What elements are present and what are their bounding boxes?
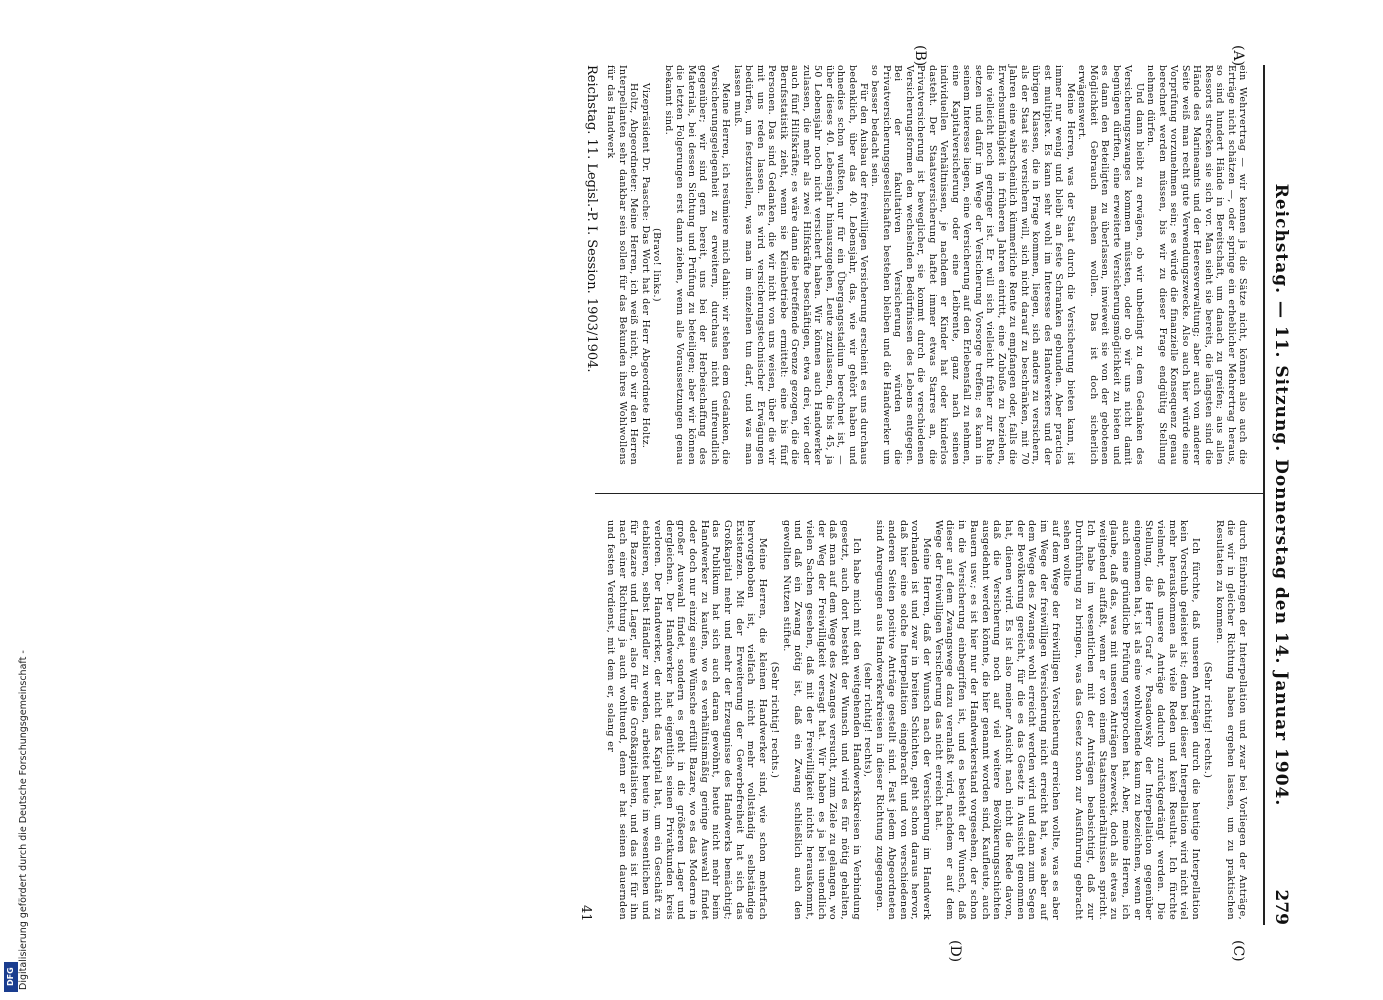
margin-marker-b: (B) [912,45,928,67]
left-column [605,65,1248,465]
paragraph: Meine Herren, die kleinen Handwerker sind, wie schon mehrfach hervorgehoben ist, vielfach nicht mehr vollständig selbständige Existenzen. Mit der Erweiterung der Gewerbefreiheit hat sich das Großkapital mehr und mehr der Erzeugnisse des Handwerks bemächtigt; das Publikum hat sich auch daran gewöhnt, heute nicht mehr beim Handwerker zu kaufen, wo es verhältnismäßig geringe Auswahl findet oder doch nur einzig seine Wünsche erfüllt Bazare, wo es das Moderne in großer Auswahl findet, sondern es geht in die größeren Lager und dergleichen. Der Handwerker hat eigentlich seinen Privatkunden kreis verloren. Der Handwerker, der nicht das Kapital hat, um ein Geschäft zu etablieren, selbst Händler zu werden, arbeitet heute im wesentlichen und für Bazare und Lager, also für die Großkapitalisten, und das ist für ihn nach einer Richtung ja auch wohltuend, denn er hat seinen dauernden und festen Verdienst, mit dem er, solang er [605,520,769,920]
paragraph: Meine Herren, was der Staat durch die Versicherung bieten kann, ist immer nur wenig und bleibt an feste Schranken gebunden. Aber practica est multiplex. Es kann sehr wohl im Interesse des Handwerkers und der übrigen Klassen, die in Frage kommen, liegen, sich anders zu versichern, als der Staat sie versichern will, sich nicht darauf zu beschränken, mit 70 Jahren eine wahrscheinlich kümmerliche Rente zu empfangen oder, falls die Erwerbsunfähigkeit in früheren Jahren eintritt, eine Zubuße zu beziehen, die vielleicht noch geringer ist. Er will sich vielleicht früher zur Ruhe setzen und dafür im Wege der Versicherung Vorsorge treffen; es kann in seinem Interesse liegen, eine Versicherung auf den Erlebensfall zu nehmen, eine Kapitalversicherung oder eine Leibrente, ganz nach seinen individuellen Verhältnissen, je nachdem er Kinder hat oder kinderlos dasteht. Der Staatsversicherung haftet immer etwas Starres an, die Privatversicherung ist beweglicher, sie kommt durch die verschiedenen Versicherungsformen den wechselnden Bedürfnissen des Lebens entgegen. Bei der fakultativen Versicherung würden die Privatversicherungsgesellschaften bestehen bleiben und die Handwerker um so besser bedacht sein. [869,65,1076,465]
column-divider [595,493,1265,494]
margin-marker-a: (A) [1230,45,1246,67]
paragraph: durch Einbringen der Interpellation und zwar bei Vorliegen der Anträge, die wir in gleicher Richtung haben ergehen lassen, um zu praktischen Resultaten zu kommen. [1213,520,1248,920]
header-rule [1263,65,1265,925]
interjection: (Bravo! links.) [651,228,663,302]
margin-marker-d: (D) [947,940,963,963]
paragraph: Ich fürchte, daß unseren Anträgen durch die heutige Interpellation kein Vorschub geleistet ist; denn bei dieser Interpellation wird nicht viel mehr herauskommen als viele Reden und kein Resultat. Ich fürchte vielmehr, daß unsere Anträge dadurch zurückgedrängt werden. Die Stellung, die Herr Graf v. Posadowsky der Interpellation gegenüber eingenommen hat, ist als eine wohlwollende kaum zu bezeichnen, wenn er auch eine gründliche Prüfung versprochen hat. Aber, meine Herren, ich glaube, daß das, was mit unseren Anträgen bezweckt, doch als etwas zu weitgehend auffaßt, wenn er von einem Staatsmonierhältnissen spricht. Ich habe im wesentlichen mit der Anträgen beabsichtigt, daß zur Durchführung zu bringen, was das Gesetz schon zur Ausführung gebracht sehen wollte [1061,520,1202,920]
interjection: (Sehr richtig! rechts.) [768,661,780,779]
paragraph: Vizepräsident Dr. Paasche: Das Wort hat der Herr Abgeordnete Holtz. [639,83,651,449]
header-title: Reichstag. — 11. Sitzung. Donnerstag den 14. Januar 1904. [1271,183,1291,807]
paragraph: Und dann bleibt zu erwägen, ob wir unbedingt zu dem Gedanken des Versicherungszwanges kommen müssten, oder ob wir uns nicht damit begnügen dürften, eine erweiterte Versicherungsmöglichkeit zu bieten und es dann den Beteiligten zu überlassen, inwieweit sie von der gebotenen Möglichkeit Gebrauch machen wollen. Das ist doch sicherlich erwägenswert. [1076,65,1145,465]
paragraph: auf dem Wege der freiwilligen Versicherung erreichen wollte, was es aber im Wege der freiwilligen Versicherung nicht erreicht hat, was aber auf dem Wege des Zwanges wohl erreicht werden wird und dann zum Segen der Bevölkerung gereicht, für die es das Gesetz in Aussicht genommen hat, dienen wird. Es ist also meiner Ansicht nach nicht die Rede davon, daß die Versicherung noch auf viel weitere Bevölkerungsschichten ausgedehnt werden könnte, die hier genannt worden sind, Kaufleute, auch Bauern usw.; es ist hier nur der Handwerkerstand vorgesehen, der schon in die Versicherung einbegriffen ist, und es besteht der Wunsch, daß dieser auf dem Zwangswege dazu veranlaßt wird, nachdem er auf dem Wege der freiwilligen Versicherung das nicht erreicht hat. [932,520,1061,920]
paragraph: Ich habe mich mit den weitgehenden Handwerkskreisen in Verbindung gesetzt, auch dort besteht der Wunsch und wird es für nötig gehalten, daß man auf dem Wege des Zwanges versucht, zum Ziele zu gelangen, wo der Weg der Freiwilligkeit versagt hat. Wir haben es ja bei unendlich vielen Sachen gesehen, daß mit der Freiwilligkeit nichts herauskommt, und daß ein Zwang nötig ist, daß ein Zwang schließlich auch den gewollten Nutzen stiftet. [780,520,862,920]
footer-page-number: 41 [578,905,593,922]
margin-marker-c: (C) [1230,940,1246,962]
right-column [604,520,1248,920]
paragraph: Meine Herren, daß der Wunsch nach der Versicherung im Handwerk vorhanden ist und zwar in breiten Schichten, geht schon daraus hervor, daß hier eine solche Interpellation eingebracht und von verschiedenen anderen Seiten positive Anträge gestellt sind. Fast jedem Abgeordneten sind Anregungen aus Handwerkerkreisen in dieser Richtung zugegangen. [874,520,933,920]
paragraph: Für den Ausbau der freiwilligen Versicherung erscheint es uns durchaus bedenklich, über das 40. Lebensjahr, das, wie wir gehört haben und ohnedies schon wußten, nur für ein Übergangsstadium berechnet ist, — über dieses 40. Lebensjahr hinauszugehen, Leute zuzulassen, die bis 45, ja 50 Lebensjahr noch nicht versichert haben. Wir können auch Handwerker zulassen, die mehr als zwei Hilfskräfte beschäftigen, etwa drei, vier oder auch fünf Hilfskräfte; es wäre dann die betreffende Grenze gezogen, die die Berufsstatistik zieht, wenn sie Kleinbetriebe ermittelt: eine bis fünf Personen. Das sind Gedanken, die wir nicht von uns weisen, über die wir mit uns reden lassen. Es wird versicherungstechnischer Erwägungen bedürfen, um festzustellen, was man im einzelnen tun darf, und was man lassen muß. [731,65,870,465]
paragraph: Holtz, Abgeordneter: Meine Herren, ich weiß nicht, ob wir den Herren Interpellanten sehr dankbar sein sollen für das Bekunden ihres Wohlwollens für das Handwerk [605,65,640,465]
digitization-note: Digitalisierung gefördert durch die Deutsche Forschungsgemeinschaft - [18,650,29,990]
paragraph: Meine Herren, ich resümiere mich dahin: wir stehen dem Gedanken, die Versicherungsgelegenheit zu erweitern, durchaus nicht unfreundlich gegenüber; wir sind gern bereit, uns bei der Herbeischaffung des Materials, bei dessen Sichtung und Prüfung zu beteiligen; aber wir können die letzten Folgerungen erst dann ziehen, wenn alle Voraussetzungen genau bekannt sind. [662,65,732,465]
dfg-logo: DFG [4,962,18,992]
paragraph: ein Wehrvertrag — wir kennen ja die Sätze nicht, können also auch die Erträge nicht schätzen —, oder springe ein erheblicher Mehrertrag heraus, so sind hundert Hände in Bereitschaft, um danach zu greifen; aus allen Ressorts strecken sie sich vor. Man sieht sie bereits, die längsten sind die Hände des Marineamts und der Heeresverwaltung; aber auch von anderer Seite weiß man recht gute Verwendungszwecke. Also auch hier würde eine Vorprüfung vorzunehmen sein; es würde die finanzielle Konsequenz genau berechnet werden müssen, bis wir zu dieser Frage endgültig Stellung nehmen dürfen. [1145,65,1248,465]
header-page-number: 279 [1271,889,1291,925]
page-footer: Reichstag. 11. Legisl.-P. I. Session. 1903/1904. [584,65,599,373]
interjection: (sehr richtig! rechts), [862,662,874,778]
interjection: (Sehr richtig! rechts.) [1201,661,1213,779]
page-header [1267,65,1291,925]
